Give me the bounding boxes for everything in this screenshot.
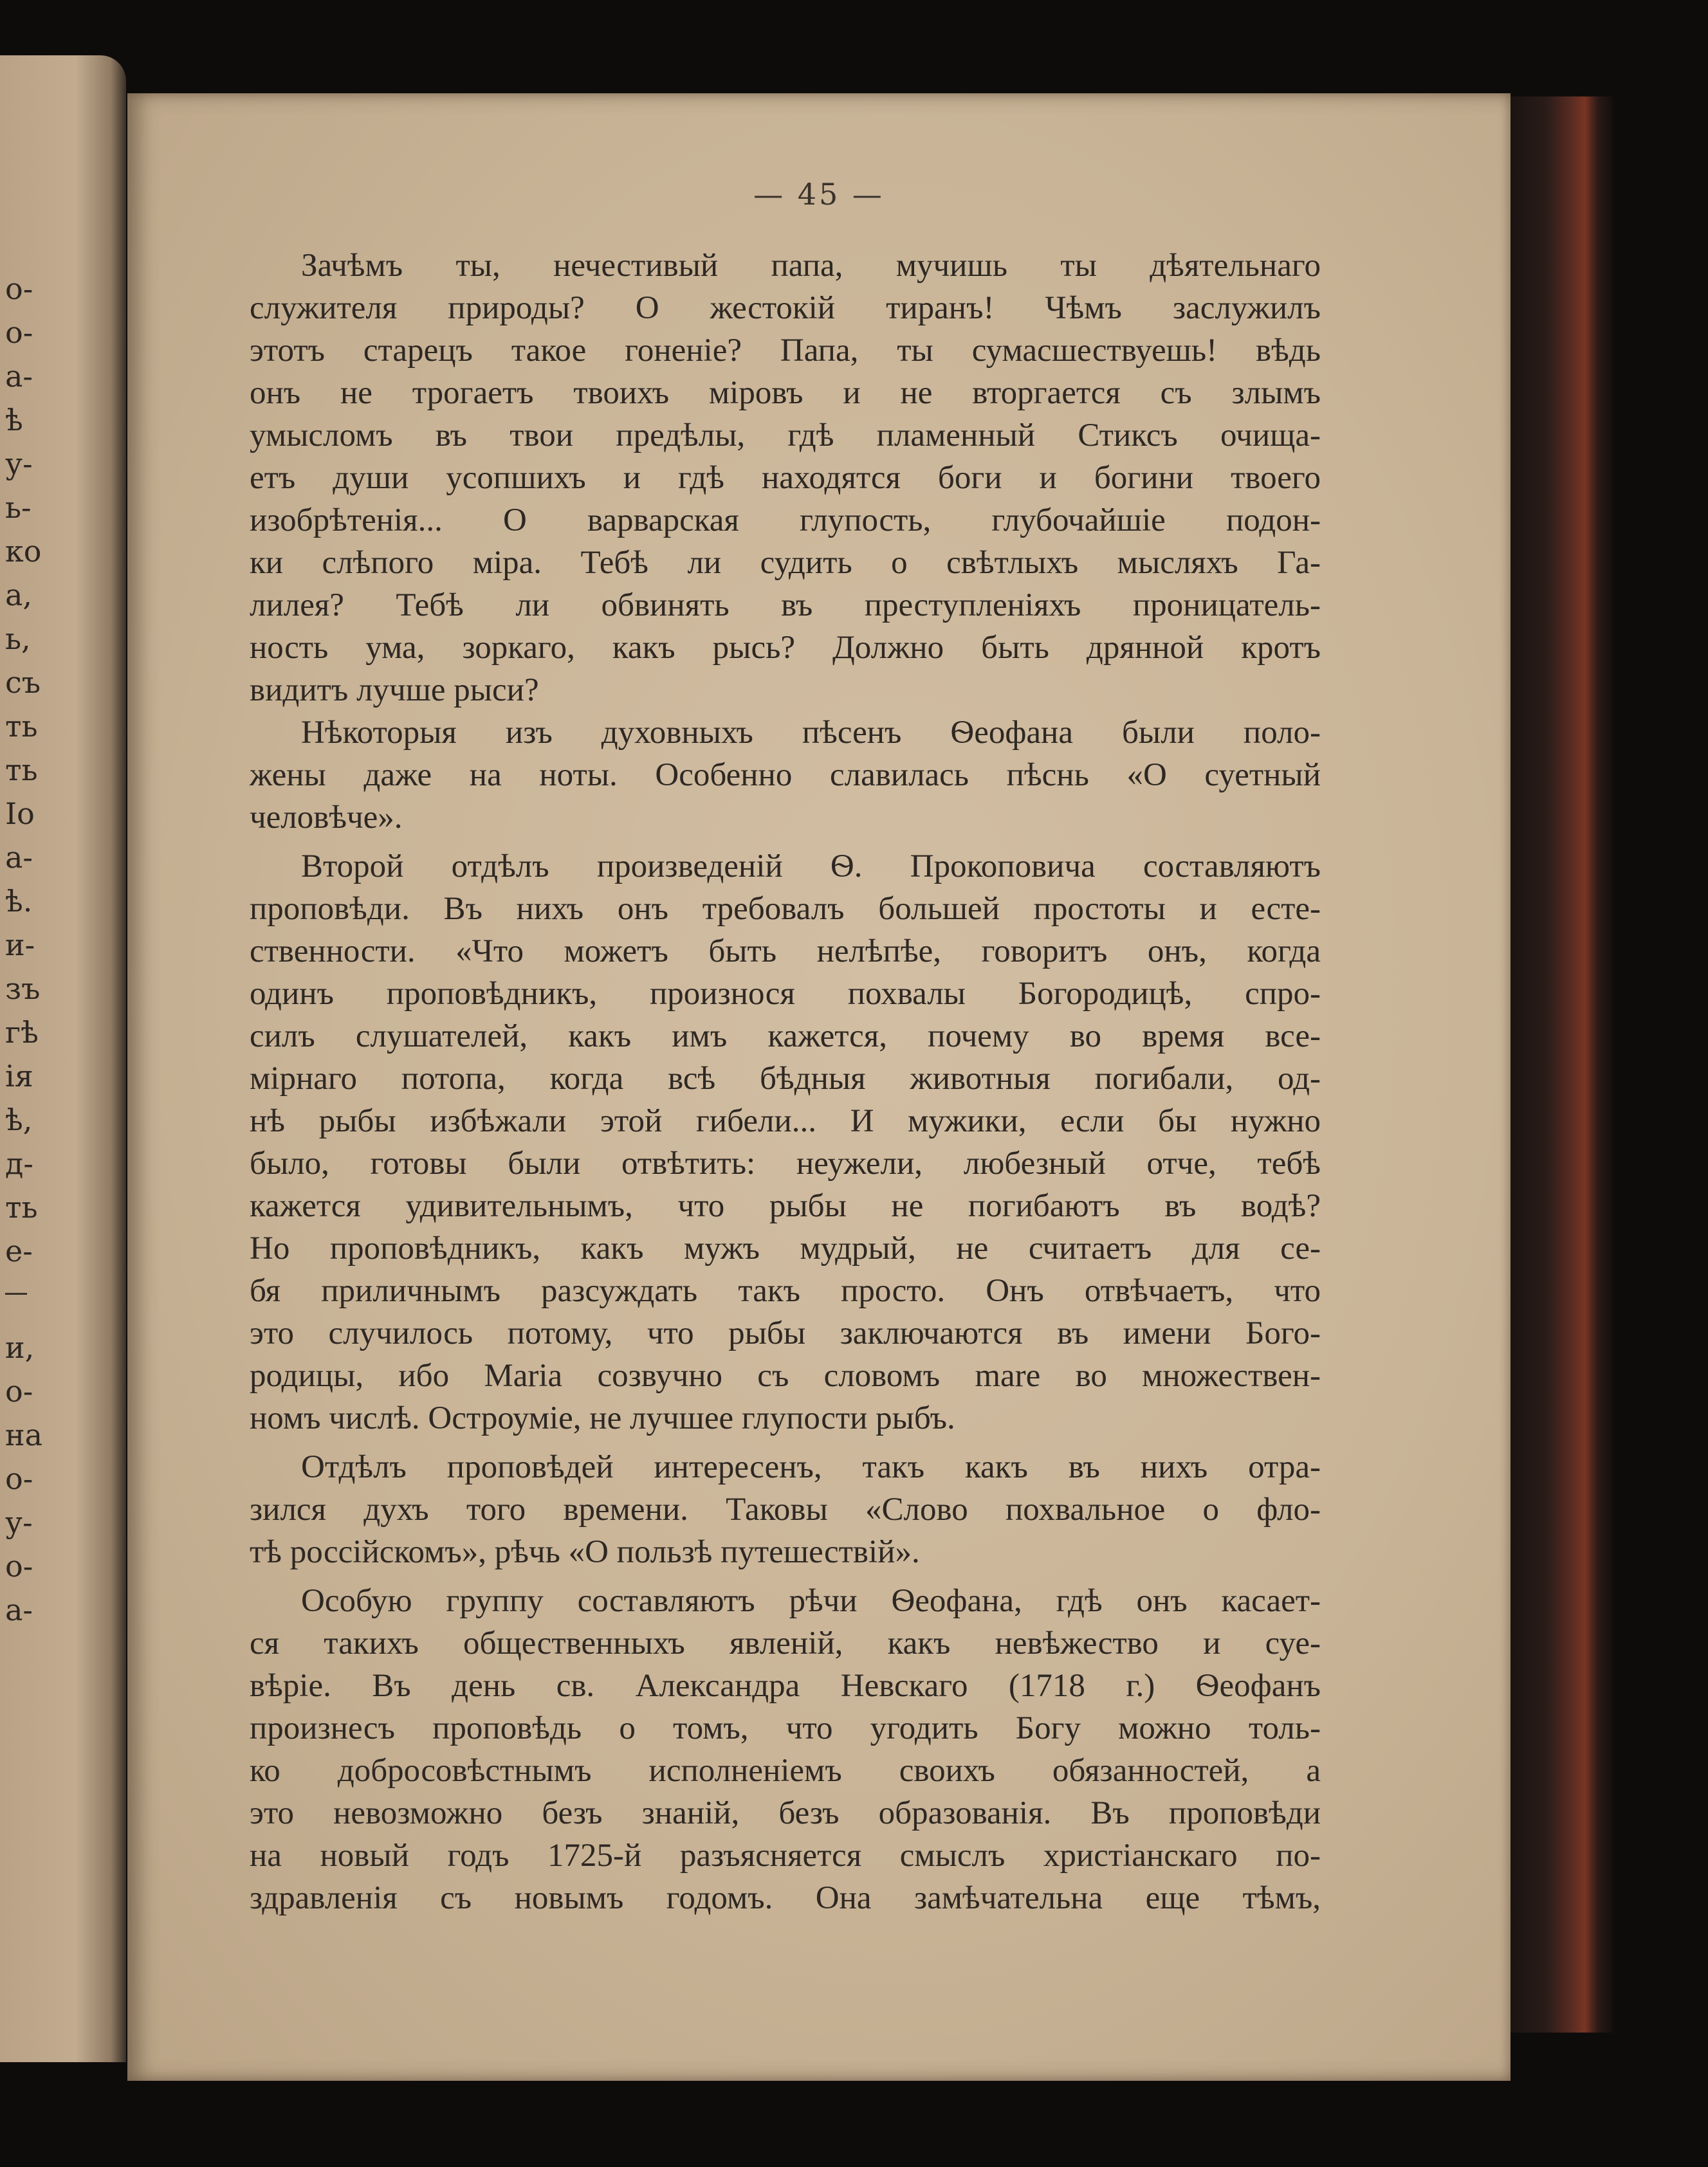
text-line: тѣ россійскомъ», рѣчь «О пользѣ путешествій». bbox=[250, 1534, 920, 1570]
left-page-fragment: ь- bbox=[5, 490, 32, 525]
text-line: ся такихъ общественныхъ явленій, какъ невѣжество и суе- bbox=[250, 1625, 1321, 1661]
text-line: Но проповѣдникъ, какъ мужъ мудрый, не считаетъ для се- bbox=[250, 1230, 1321, 1266]
left-page-fragment: съ bbox=[5, 665, 41, 700]
left-page-fragment: ѣ. bbox=[5, 884, 33, 919]
text-line: служителя природы? О жестокій тиранъ! Чѣмъ заслужилъ bbox=[250, 290, 1321, 326]
text-line: произнесъ проповѣдь о томъ, что угодить Богу можно толь- bbox=[250, 1710, 1321, 1746]
text-line: зился духъ того времени. Таковы «Слово похвальное о фло- bbox=[250, 1492, 1321, 1528]
left-page-edge bbox=[0, 55, 126, 2062]
left-page-fragment: ія bbox=[5, 1059, 33, 1093]
left-page-fragment: о- bbox=[5, 1374, 33, 1409]
text-line: проповѣди. Въ нихъ онъ требовалъ большей простоты и есте- bbox=[250, 891, 1321, 927]
left-page-fragment: а- bbox=[5, 359, 33, 394]
text-line: умысломъ въ твои предѣлы, гдѣ пламенный Стиксъ очища- bbox=[250, 417, 1321, 453]
left-page-fragment: д- bbox=[5, 1146, 33, 1181]
text-line: Отдѣлъ проповѣдей интересенъ, такъ какъ въ нихъ отра- bbox=[301, 1449, 1321, 1485]
page bbox=[127, 93, 1511, 2081]
text-line: это невозможно безъ знаній, безъ образованія. Въ проповѣди bbox=[250, 1795, 1321, 1831]
text-line: ки слѣпого міра. Тебѣ ли судить о свѣтлыхъ мысляхъ Га- bbox=[250, 545, 1321, 581]
left-page-fragment: о- bbox=[5, 271, 33, 306]
page-body bbox=[250, 244, 1321, 1919]
text-line: Зачѣмъ ты, нечестивый папа, мучишь ты дѣятельнаго bbox=[301, 248, 1321, 284]
text-line: это случилось потому, что рыбы заключаются въ имени Бого- bbox=[250, 1315, 1321, 1351]
left-page-fragment: и, bbox=[5, 1330, 35, 1365]
left-page-fragment: о- bbox=[5, 1461, 33, 1496]
text-line: человѣче». bbox=[250, 800, 403, 836]
text-line: номъ числѣ. Остроуміе, не лучшее глупости рыбъ. bbox=[250, 1400, 955, 1436]
text-line: мірнаго потопа, когда всѣ бѣдныя животныя погибали, од- bbox=[250, 1061, 1321, 1097]
paragraph bbox=[250, 1446, 1321, 1573]
text-line: Второй отдѣлъ произведеній Ѳ. Прокоповича составляютъ bbox=[301, 848, 1321, 884]
left-page-fragment: у- bbox=[5, 446, 33, 481]
paragraph bbox=[250, 1580, 1321, 1919]
left-page-fragment: ть bbox=[5, 1190, 38, 1225]
text-line: жены даже на ноты. Особенно славилась пѣснь «О суетный bbox=[250, 757, 1321, 793]
text-line: ственности. «Что можетъ быть нелѣпѣе, говоритъ онъ, когда bbox=[250, 933, 1321, 969]
text-line: лилея? Тебѣ ли обвинять въ преступленіяхъ проницатель- bbox=[250, 587, 1321, 623]
left-page-rule bbox=[5, 1293, 27, 1295]
left-page-fragment: а- bbox=[5, 1593, 33, 1627]
page-number: — 45 — bbox=[753, 177, 885, 212]
left-page-fragment: на bbox=[5, 1418, 43, 1452]
text-line: ность ума, зоркаго, какъ рысь? Должно быть дрянной кротъ bbox=[250, 630, 1321, 666]
left-page-fragment: ть bbox=[5, 709, 38, 744]
paragraph bbox=[250, 845, 1321, 1440]
left-page-fragment: гѣ bbox=[5, 1015, 39, 1050]
left-page-fragment: у- bbox=[5, 1505, 33, 1540]
left-page-fragment: о- bbox=[5, 315, 33, 350]
left-page-fragment: Іо bbox=[5, 796, 35, 831]
left-page-fragment: ѣ, bbox=[5, 1102, 33, 1137]
text-line: силъ слушателей, какъ имъ кажется, почему во время все- bbox=[250, 1018, 1321, 1054]
text-line: бя приличнымъ разсуждать такъ просто. Онъ отвѣчаетъ, что bbox=[250, 1273, 1321, 1309]
left-page-fragment: а- bbox=[5, 840, 33, 875]
text-line: родицы, ибо Maria созвучно съ словомъ mare во множествен- bbox=[250, 1358, 1321, 1394]
text-line: нѣ рыбы избѣжали этой гибели... И мужики, если бы нужно bbox=[250, 1103, 1321, 1139]
left-page-fragment: и- bbox=[5, 928, 35, 962]
text-line: вѣріе. Въ день св. Александра Невскаго (1718 г.) Ѳеофанъ bbox=[250, 1668, 1321, 1704]
text-line: видитъ лучше рыси? bbox=[250, 672, 539, 708]
left-page-fragment: зъ bbox=[5, 971, 41, 1006]
text-line: онъ не трогаетъ твоихъ міровъ и не вторгается съ злымъ bbox=[250, 375, 1321, 411]
left-page-fragment: а, bbox=[5, 578, 33, 612]
text-line: кажется удивительнымъ, что рыбы не погибаютъ въ водѣ? bbox=[250, 1188, 1321, 1224]
paragraph bbox=[250, 244, 1321, 711]
text-line: было, готовы были отвѣтить: неужели, любезный отче, тебѣ bbox=[250, 1146, 1321, 1182]
paragraph bbox=[250, 711, 1321, 839]
text-line: Нѣкоторыя изъ духовныхъ пѣсенъ Ѳеофана были поло- bbox=[301, 715, 1321, 751]
left-page-fragment: е- bbox=[5, 1234, 33, 1268]
text-line: одинъ проповѣдникъ, произнося похвалы Богородицѣ, спро- bbox=[250, 976, 1321, 1012]
left-page-fragment: ь, bbox=[5, 621, 31, 656]
text-line: Особую группу составляютъ рѣчи Ѳеофана, гдѣ онъ касает- bbox=[301, 1583, 1321, 1619]
text-line: изобрѣтенія... О варварская глупость, глубочайшіе подон- bbox=[250, 502, 1321, 538]
text-line: ко добросовѣстнымъ исполненіемъ своихъ обязанностей, а bbox=[250, 1753, 1321, 1789]
text-line: на новый годъ 1725-й разъясняется смыслъ христіанскаго по- bbox=[250, 1838, 1321, 1874]
text-line: этотъ старецъ такое гоненіе? Папа, ты сумасшествуешь! вѣдь bbox=[250, 333, 1321, 369]
text-line: здравленія съ новымъ годомъ. Она замѣчательна еще тѣмъ, bbox=[250, 1880, 1321, 1916]
left-page-fragment: ко bbox=[5, 534, 42, 569]
left-page-fragment: ть bbox=[5, 753, 38, 787]
book-cover-edge bbox=[1511, 96, 1613, 2033]
left-page-fragment: ѣ bbox=[5, 403, 23, 437]
left-page-fragment: о- bbox=[5, 1549, 33, 1584]
text-line: етъ души усопшихъ и гдѣ находятся боги и богини твоего bbox=[250, 460, 1321, 496]
